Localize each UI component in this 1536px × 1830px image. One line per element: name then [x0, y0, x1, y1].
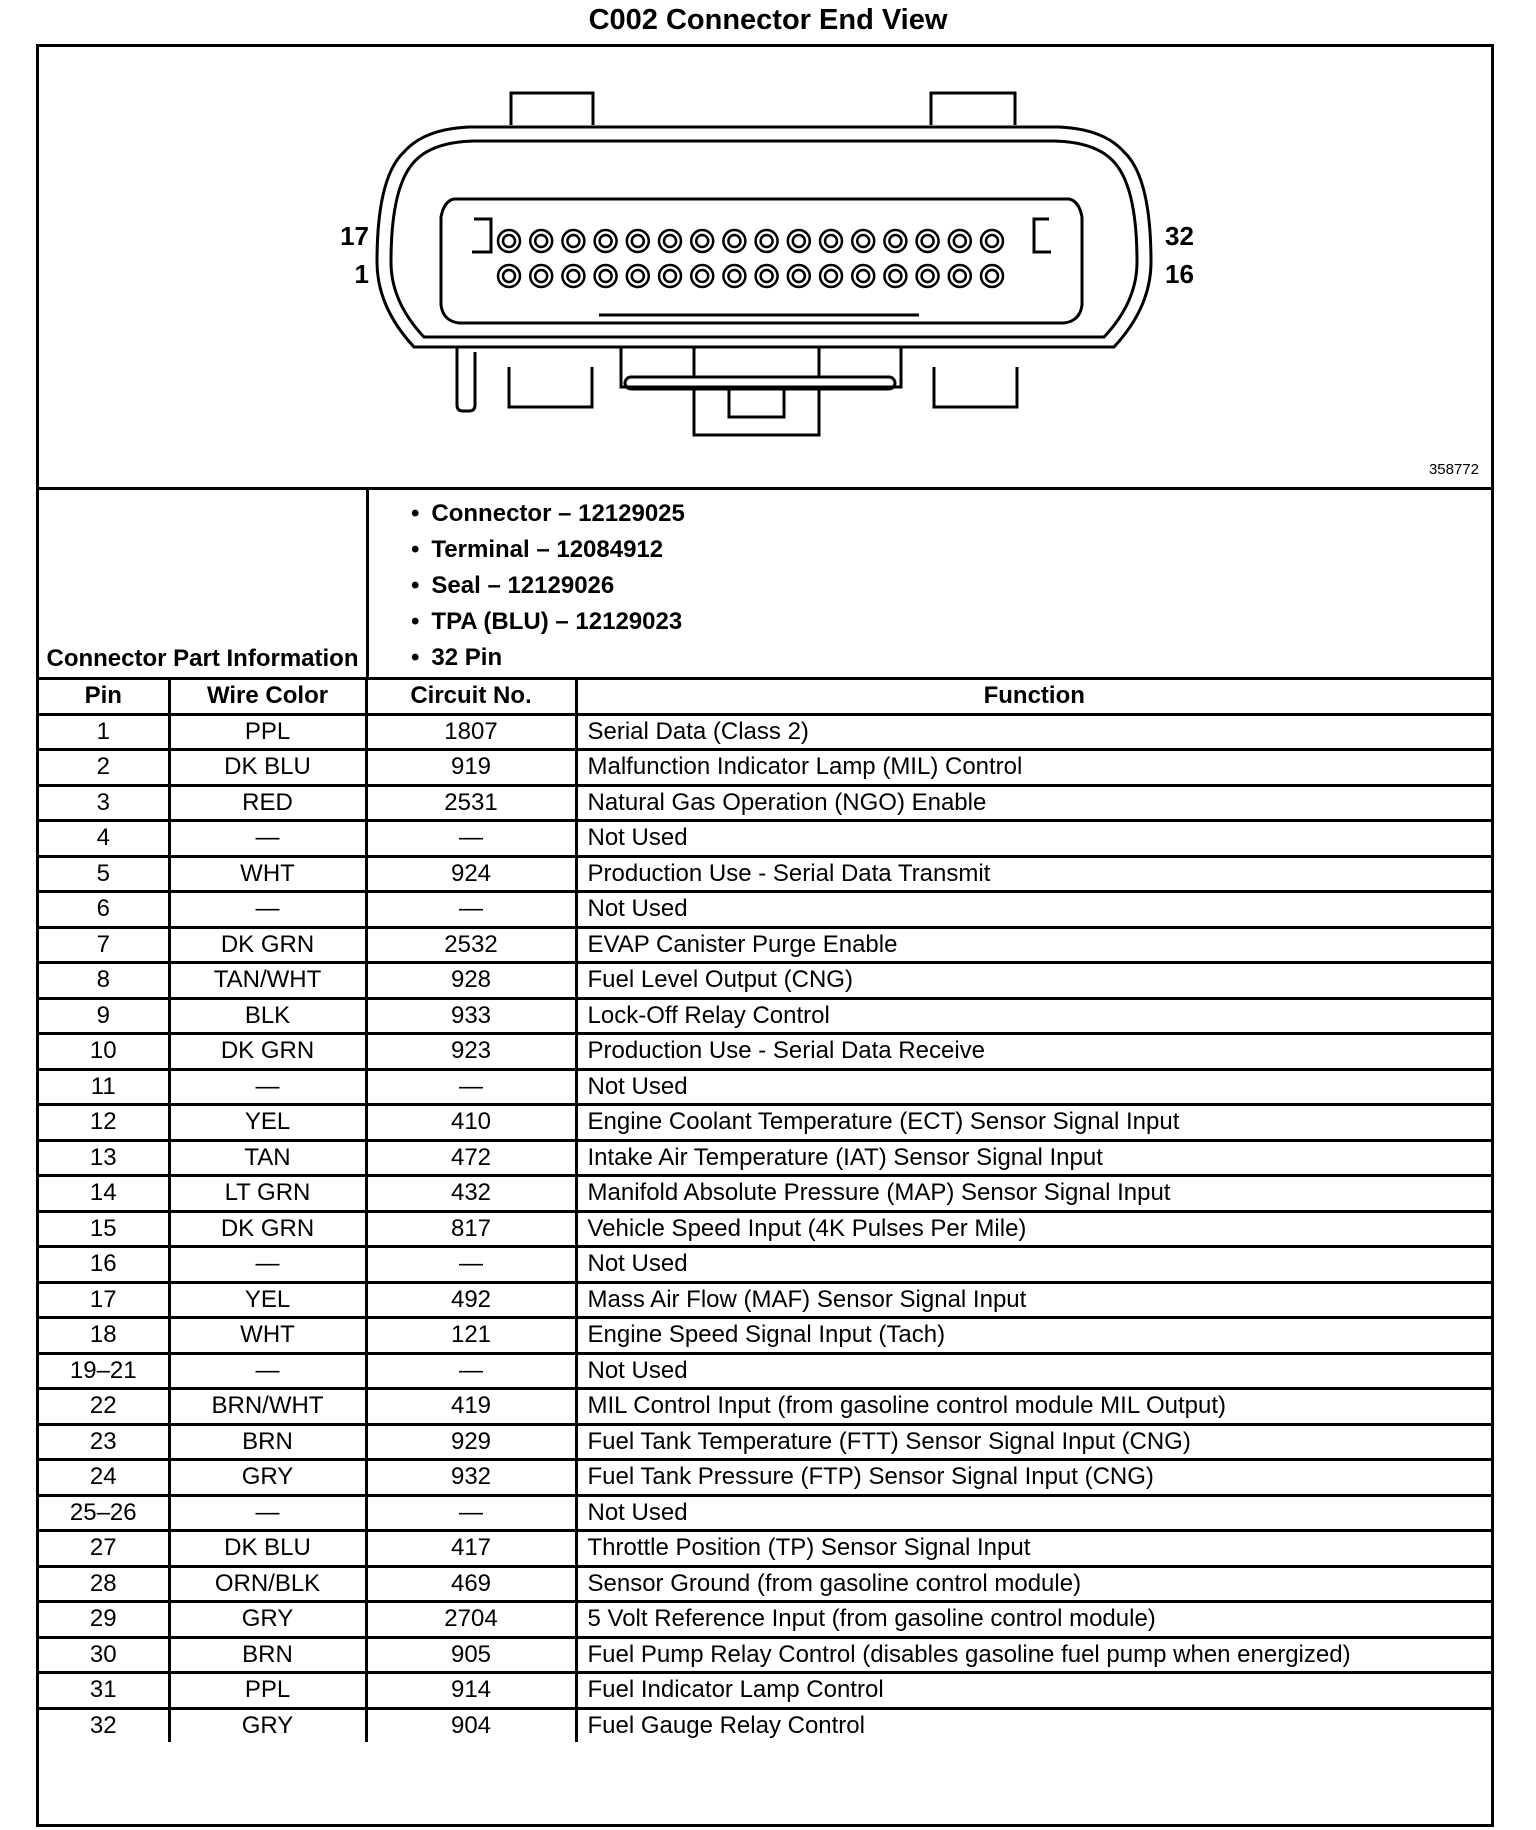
circuit-cell: 929 [366, 1424, 576, 1460]
wire-color-cell: — [169, 821, 366, 857]
wire-color-cell: RED [169, 785, 366, 821]
pin-table [39, 677, 1491, 1742]
pin-cell: 23 [39, 1424, 169, 1460]
function-cell: Sensor Ground (from gasoline control module) [576, 1566, 1491, 1602]
part-info-tpa: • TPA (BLU) – 12129023 [411, 604, 1491, 640]
label-pin-17: 17 [340, 221, 369, 251]
bottom-left-latch [509, 367, 592, 407]
circuit-cell: 905 [366, 1637, 576, 1673]
pin-cell: 5 [39, 856, 169, 892]
wire-color-cell: — [169, 1353, 366, 1389]
function-cell: Intake Air Temperature (IAT) Sensor Signal Input [576, 1140, 1491, 1176]
circuit-cell: 817 [366, 1211, 576, 1247]
pin-hole [562, 230, 584, 252]
pin-cell: 12 [39, 1105, 169, 1141]
function-cell: Engine Speed Signal Input (Tach) [576, 1318, 1491, 1354]
pin-hole [627, 265, 649, 287]
function-cell: Not Used [576, 1495, 1491, 1531]
pin-hole [595, 265, 617, 287]
function-cell: Fuel Tank Temperature (FTT) Sensor Signal Input (CNG) [576, 1424, 1491, 1460]
circuit-cell: 472 [366, 1140, 576, 1176]
function-cell: Malfunction Indicator Lamp (MIL) Control [576, 750, 1491, 786]
header-function: Function [576, 679, 1491, 715]
pin-hole [691, 265, 713, 287]
table-row [39, 714, 1491, 750]
pin-cell: 11 [39, 1069, 169, 1105]
center-lock [621, 347, 901, 387]
pin-hole [981, 265, 1003, 287]
circuit-cell: — [366, 1495, 576, 1531]
pin-cell: 24 [39, 1460, 169, 1496]
pin-cell: 8 [39, 963, 169, 999]
pin-hole [723, 265, 745, 287]
circuit-cell: — [366, 892, 576, 928]
wire-color-cell: DK GRN [169, 1211, 366, 1247]
table-row [39, 963, 1491, 999]
table-row [39, 750, 1491, 786]
table-row [39, 1708, 1491, 1742]
function-cell: Mass Air Flow (MAF) Sensor Signal Input [576, 1282, 1491, 1318]
function-cell: Serial Data (Class 2) [576, 714, 1491, 750]
table-row [39, 892, 1491, 928]
table-row [39, 998, 1491, 1034]
pin-cell: 29 [39, 1602, 169, 1638]
circuit-cell: 923 [366, 1034, 576, 1070]
pin-hole [788, 265, 810, 287]
function-cell: Natural Gas Operation (NGO) Enable [576, 785, 1491, 821]
circuit-cell: 2704 [366, 1602, 576, 1638]
function-cell: Throttle Position (TP) Sensor Signal Input [576, 1531, 1491, 1567]
pin-cell: 2 [39, 750, 169, 786]
circuit-cell: 919 [366, 750, 576, 786]
circuit-cell: — [366, 1247, 576, 1283]
function-cell: Not Used [576, 892, 1491, 928]
table-row [39, 1389, 1491, 1425]
circuit-cell: — [366, 821, 576, 857]
wire-color-cell: PPL [169, 714, 366, 750]
wire-color-cell: DK BLU [169, 750, 366, 786]
pin-hole [756, 230, 778, 252]
table-row [39, 1247, 1491, 1283]
header-circuit: Circuit No. [366, 679, 576, 715]
wire-color-cell: DK GRN [169, 1034, 366, 1070]
circuit-cell: 933 [366, 998, 576, 1034]
circuit-cell: 1807 [366, 714, 576, 750]
wire-color-cell: — [169, 1495, 366, 1531]
table-row [39, 1602, 1491, 1638]
pin-hole [852, 265, 874, 287]
pin-cell: 17 [39, 1282, 169, 1318]
pin-cell: 18 [39, 1318, 169, 1354]
table-row [39, 1673, 1491, 1709]
function-cell: Fuel Indicator Lamp Control [576, 1673, 1491, 1709]
table-row [39, 1105, 1491, 1141]
circuit-cell: 432 [366, 1176, 576, 1212]
pin-holes [498, 230, 1003, 287]
pin-hole [949, 265, 971, 287]
circuit-cell: 417 [366, 1531, 576, 1567]
function-cell: Lock-Off Relay Control [576, 998, 1491, 1034]
part-info-terminal: • Terminal – 12084912 [411, 532, 1491, 568]
label-pin-16: 16 [1165, 259, 1194, 289]
table-row [39, 785, 1491, 821]
circuit-cell: 904 [366, 1708, 576, 1742]
wire-color-cell: BRN [169, 1637, 366, 1673]
pin-cell: 31 [39, 1673, 169, 1709]
wire-color-cell: YEL [169, 1105, 366, 1141]
wire-color-cell: DK BLU [169, 1531, 366, 1567]
wire-color-cell: TAN [169, 1140, 366, 1176]
part-info-label: Connector Part Information [39, 489, 368, 678]
table-row [39, 1176, 1491, 1212]
connector-diagram [39, 47, 1491, 487]
table-row [39, 1211, 1491, 1247]
circuit-cell: 410 [366, 1105, 576, 1141]
circuit-cell: 469 [366, 1566, 576, 1602]
wire-color-cell: BRN/WHT [169, 1389, 366, 1425]
page-title: C002 Connector End View [588, 4, 948, 36]
pin-hole [884, 230, 906, 252]
pin-hole [530, 265, 552, 287]
function-cell: Production Use - Serial Data Receive [576, 1034, 1491, 1070]
pin-hole [498, 265, 520, 287]
wire-color-cell: BRN [169, 1424, 366, 1460]
function-cell: Not Used [576, 1353, 1491, 1389]
wire-color-cell: PPL [169, 1673, 366, 1709]
pin-cell: 9 [39, 998, 169, 1034]
table-row [39, 1318, 1491, 1354]
wire-color-cell: — [169, 1069, 366, 1105]
part-info-connector: • Connector – 12129025 [411, 496, 1491, 532]
pin-cell: 32 [39, 1708, 169, 1742]
pin-hole [917, 230, 939, 252]
pin-hole [562, 265, 584, 287]
pin-cell: 15 [39, 1211, 169, 1247]
function-cell: Fuel Level Output (CNG) [576, 963, 1491, 999]
circuit-cell: — [366, 1353, 576, 1389]
pin-hole [917, 265, 939, 287]
wire-color-cell: YEL [169, 1282, 366, 1318]
label-pin-32: 32 [1165, 221, 1194, 251]
pin-hole [723, 230, 745, 252]
circuit-cell: 2532 [366, 927, 576, 963]
pin-cell: 4 [39, 821, 169, 857]
wire-color-cell: LT GRN [169, 1176, 366, 1212]
table-row [39, 1282, 1491, 1318]
function-cell: Fuel Tank Pressure (FTP) Sensor Signal Input (CNG) [576, 1460, 1491, 1496]
top-left-latch [511, 93, 593, 125]
pin-cell: 3 [39, 785, 169, 821]
function-cell: Fuel Gauge Relay Control [576, 1708, 1491, 1742]
table-row [39, 1531, 1491, 1567]
circuit-cell: 924 [366, 856, 576, 892]
table-row [39, 1424, 1491, 1460]
circuit-cell: 492 [366, 1282, 576, 1318]
pin-cell: 19–21 [39, 1353, 169, 1389]
header-wire-color: Wire Color [169, 679, 366, 715]
pin-hole [691, 230, 713, 252]
header-pin: Pin [39, 679, 169, 715]
pin-hole [820, 230, 842, 252]
pin-hole [820, 265, 842, 287]
wire-color-cell: GRY [169, 1602, 366, 1638]
table-row [39, 821, 1491, 857]
pin-hole [756, 265, 778, 287]
table-row [39, 1566, 1491, 1602]
circuit-cell: 121 [366, 1318, 576, 1354]
circuit-cell: 914 [366, 1673, 576, 1709]
pin-cavity [441, 199, 1082, 323]
function-cell: Manifold Absolute Pressure (MAP) Sensor Signal Input [576, 1176, 1491, 1212]
wire-color-cell: WHT [169, 856, 366, 892]
pin-cell: 22 [39, 1389, 169, 1425]
function-cell: MIL Control Input (from gasoline control module MIL Output) [576, 1389, 1491, 1425]
part-info-seal: • Seal – 12129026 [411, 568, 1491, 604]
table-row [39, 856, 1491, 892]
pin-hole [852, 230, 874, 252]
wire-color-cell: — [169, 1247, 366, 1283]
pin-cell: 1 [39, 714, 169, 750]
pin-hole [498, 230, 520, 252]
table-row [39, 1637, 1491, 1673]
wire-color-cell: GRY [169, 1708, 366, 1742]
pin-cell: 27 [39, 1531, 169, 1567]
pin-cell: 28 [39, 1566, 169, 1602]
wire-color-cell: TAN/WHT [169, 963, 366, 999]
table-row [39, 1034, 1491, 1070]
connector-sheet [36, 44, 1494, 1827]
function-cell: Vehicle Speed Input (4K Pulses Per Mile) [576, 1211, 1491, 1247]
table-row [39, 927, 1491, 963]
pin-cell: 25–26 [39, 1495, 169, 1531]
table-row [39, 1495, 1491, 1531]
part-info-table [39, 487, 1491, 677]
pin-hole [659, 230, 681, 252]
pin-cell: 14 [39, 1176, 169, 1212]
circuit-cell: 928 [366, 963, 576, 999]
table-row [39, 1069, 1491, 1105]
circuit-cell: — [366, 1069, 576, 1105]
part-info-pin-count: • 32 Pin [411, 640, 1491, 676]
figure-id: 358772 [1428, 461, 1479, 478]
pin-hole [788, 230, 810, 252]
circuit-cell: 419 [366, 1389, 576, 1425]
circuit-cell: 2531 [366, 785, 576, 821]
wire-color-cell: WHT [169, 1318, 366, 1354]
label-pin-1: 1 [354, 259, 369, 289]
pin-hole [530, 230, 552, 252]
table-row [39, 1140, 1491, 1176]
function-cell: Engine Coolant Temperature (ECT) Sensor Signal Input [576, 1105, 1491, 1141]
function-cell: EVAP Canister Purge Enable [576, 927, 1491, 963]
pin-hole [627, 230, 649, 252]
pin-cell: 16 [39, 1247, 169, 1283]
wire-color-cell: GRY [169, 1460, 366, 1496]
pin-cell: 6 [39, 892, 169, 928]
circuit-cell: 932 [366, 1460, 576, 1496]
pin-hole [595, 230, 617, 252]
wire-color-cell: BLK [169, 998, 366, 1034]
pin-cell: 10 [39, 1034, 169, 1070]
pin-cell: 13 [39, 1140, 169, 1176]
function-cell: Fuel Pump Relay Control (disables gasoline fuel pump when energized) [576, 1637, 1491, 1673]
function-cell: 5 Volt Reference Input (from gasoline control module) [576, 1602, 1491, 1638]
pin-cell: 30 [39, 1637, 169, 1673]
wire-color-cell: DK GRN [169, 927, 366, 963]
pin-hole [884, 265, 906, 287]
function-cell: Production Use - Serial Data Transmit [576, 856, 1491, 892]
function-cell: Not Used [576, 1247, 1491, 1283]
pin-hole [659, 265, 681, 287]
bottom-right-latch [934, 367, 1017, 407]
top-right-latch [931, 93, 1015, 125]
table-row [39, 1460, 1491, 1496]
pin-hole [949, 230, 971, 252]
part-info-list [368, 489, 1492, 678]
table-row [39, 1353, 1491, 1389]
pin-hole [981, 230, 1003, 252]
pin-cell: 7 [39, 927, 169, 963]
wire-color-cell: ORN/BLK [169, 1566, 366, 1602]
function-cell: Not Used [576, 1069, 1491, 1105]
wire-color-cell: — [169, 892, 366, 928]
function-cell: Not Used [576, 821, 1491, 857]
